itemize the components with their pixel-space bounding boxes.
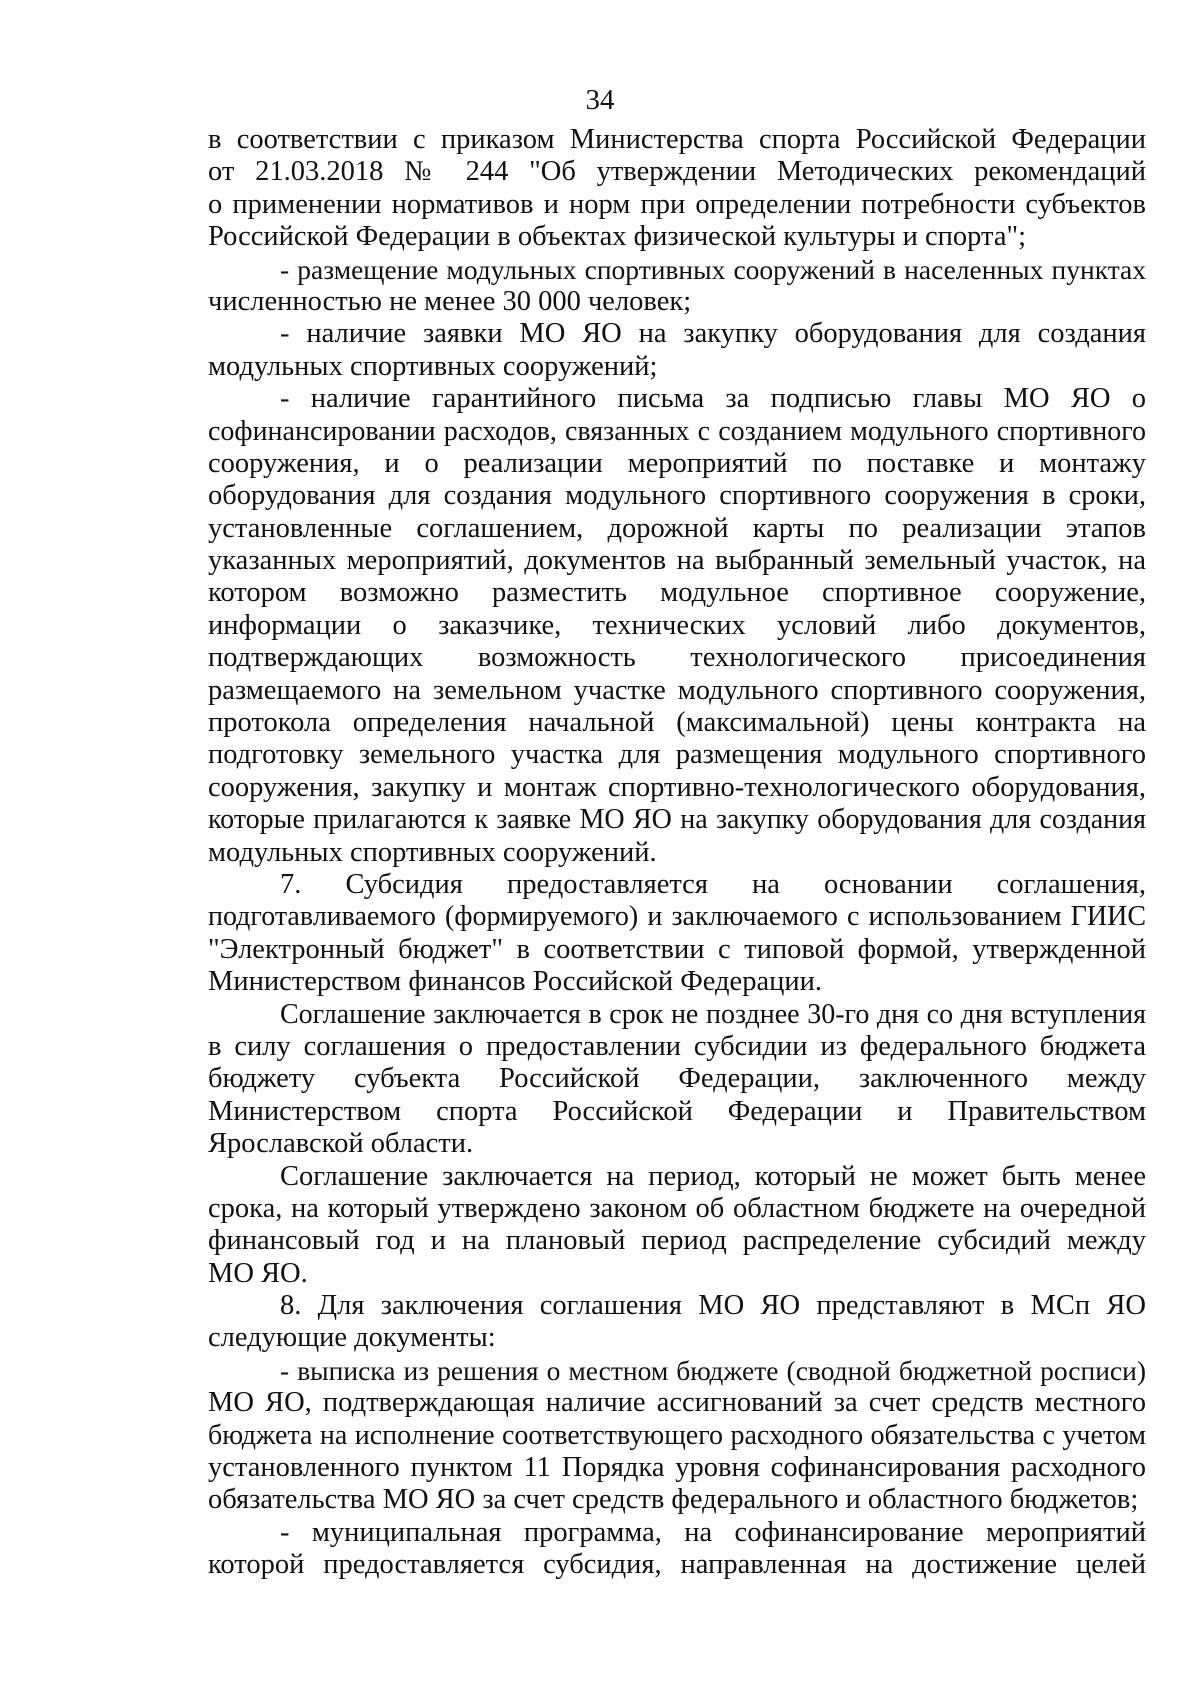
text-line: следующие документы: <box>208 1322 496 1354</box>
text-line: подтверждающих возможность технологического присоединения <box>208 642 1146 674</box>
text-line: - муниципальная программа, на софинансирование мероприятий <box>280 1516 1146 1548</box>
text-line: подготовку земельного участка для размещения модульного спортивного <box>208 739 1146 771</box>
text-line: информации о заказчике, технических условий либо документов, <box>208 609 1146 641</box>
text-line: - наличие гарантийного письма за подписью главы МО ЯО о <box>280 383 1146 415</box>
text-line: оборудования для создания модульного спортивного сооружения в сроки, <box>208 480 1146 512</box>
text-line: "Электронный бюджет" в соответствии с типовой формой, утвержденной <box>208 933 1146 965</box>
text-line: 8. Для заключения соглашения МО ЯО представляют в МСп ЯО <box>280 1290 1146 1322</box>
text-line: МО ЯО, подтверждающая наличие ассигнований за счет средств местного <box>208 1387 1146 1419</box>
text-line: размещаемого на земельном участке модульного спортивного сооружения, <box>208 674 1146 706</box>
text-line: модульных спортивных сооружений. <box>208 836 657 868</box>
text-line: о применении нормативов и норм при определении потребности субъектов <box>208 188 1146 220</box>
text-line: - выписка из решения о местном бюджете (сводной бюджетной росписи) <box>280 1354 1146 1386</box>
text-line: МО ЯО. <box>208 1257 308 1289</box>
text-line: Российской Федерации в объектах физической культуры и спорта"; <box>208 221 1027 253</box>
text-line: Министерством спорта Российской Федерации и Правительством <box>208 1095 1146 1127</box>
text-line: указанных мероприятий, документов на выбранный земельный участок, на <box>208 545 1146 577</box>
text-line: софинансировании расходов, связанных с созданием модульного спортивного <box>208 415 1146 447</box>
text-line: сооружения, закупку и монтаж спортивно-технологического оборудования, <box>208 771 1146 803</box>
text-line: Соглашение заключается на период, который не может быть менее <box>280 1160 1146 1192</box>
text-line: которой предоставляется субсидия, направленная на достижение целей <box>208 1549 1146 1581</box>
document-body <box>208 124 1146 1582</box>
text-line: финансовый год и на плановый период распределение субсидий между <box>208 1225 1146 1257</box>
text-line: установленного пунктом 11 Порядка уровня софинансирования расходного <box>208 1452 1146 1484</box>
text-line: - наличие заявки МО ЯО на закупку оборудования для создания <box>280 318 1146 350</box>
text-line: модульных спортивных сооружений; <box>208 350 658 382</box>
text-line: котором возможно разместить модульное спортивное сооружение, <box>208 577 1146 609</box>
text-line: Министерством финансов Российской Федерации. <box>208 966 822 998</box>
text-line: протокола определения начальной (максимальной) цены контракта на <box>208 707 1146 739</box>
text-line: бюджета на исполнение соответствующего расходного обязательства с учетом <box>208 1419 1146 1451</box>
text-line: в силу соглашения о предоставлении субсидии из федерального бюджета <box>208 1030 1146 1062</box>
text-line: 7. Субсидия предоставляется на основании соглашения, <box>280 868 1146 900</box>
text-line: - размещение модульных спортивных сооружений в населенных пунктах <box>280 253 1146 285</box>
text-line: Соглашение заключается в срок не позднее 30-го дня со дня вступления <box>280 998 1146 1030</box>
text-line: сооружения, и о реализации мероприятий по поставке и монтажу <box>208 447 1146 479</box>
text-line: подготавливаемого (формируемого) и заключаемого с использованием ГИИС <box>208 901 1146 933</box>
text-line: Ярославской области. <box>208 1128 474 1160</box>
page-number: 34 <box>585 84 615 116</box>
text-line: срока, на который утверждено законом об областном бюджете на очередной <box>208 1192 1146 1224</box>
text-line: обязательства МО ЯО за счет средств федерального и областного бюджетов; <box>208 1484 1139 1516</box>
text-line: бюджету субъекта Российской Федерации, заключенного между <box>208 1063 1146 1095</box>
text-line: которые прилагаются к заявке МО ЯО на закупку оборудования для создания <box>208 804 1146 836</box>
text-line: установленные соглашением, дорожной карты по реализации этапов <box>208 512 1146 544</box>
text-line: в соответствии с приказом Министерства спорта Российской Федерации <box>208 124 1146 155</box>
text-line: от 21.03.2018 № 244 "Об утверждении Методических рекомендаций <box>208 156 1146 188</box>
text-line: численностью не менее 30 000 человек; <box>208 285 692 317</box>
